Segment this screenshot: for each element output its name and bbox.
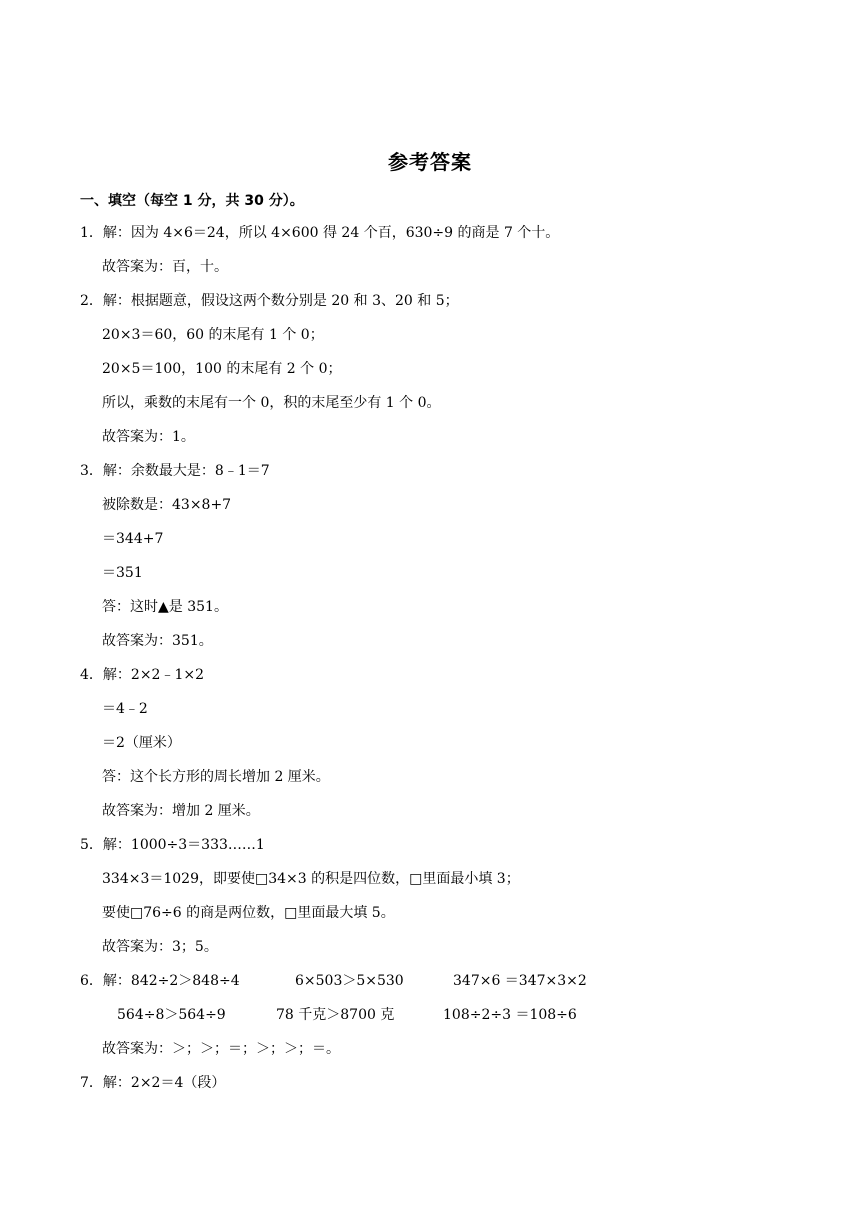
q6-answer: 故答案为：＞；＞；＝；＞；＞；＝。	[102, 1041, 340, 1057]
q2-step-2: 20×5＝100，100 的末尾有 2 个 0；	[102, 361, 342, 377]
q3-conclusion: 答：这时▲是 351。	[102, 599, 228, 615]
q6-comparison-2: 6×503＞5×530	[295, 973, 404, 989]
q5-answer: 故答案为：3；5。	[102, 939, 218, 955]
q4-conclusion: 答：这个长方形的周长增加 2 厘米。	[102, 769, 330, 785]
q3-solution: 3．解：余数最大是：8﹣1＝7	[80, 463, 270, 479]
q7-solution: 7．解：2×2＝4（段）	[80, 1075, 226, 1091]
q6-comparison-1: 6．解：842÷2＞848÷4	[80, 973, 240, 989]
q3-answer: 故答案为：351。	[102, 633, 213, 649]
q2-solution: 2．解：根据题意，假设这两个数分别是 20 和 3、20 和 5；	[80, 293, 459, 309]
section-heading: 一、填空（每空 1 分，共 30 分）。	[80, 193, 304, 209]
q6-comparison-5: 78 千克＞8700 克	[276, 1007, 395, 1023]
q6-comparison-6: 108÷2÷3 ＝108÷6	[443, 1007, 577, 1023]
q3-step-3: ＝351	[102, 565, 143, 581]
q5-step-2: 要使□76÷6 的商是两位数，□里面最大填 5。	[102, 905, 395, 921]
q2-conclusion: 所以，乘数的末尾有一个 0，积的末尾至少有 1 个 0。	[102, 395, 441, 411]
q1-solution: 1．解：因为 4×6＝24，所以 4×600 得 24 个百，630÷9 的商是 7 个十。	[80, 225, 560, 241]
q5-solution: 5．解：1000÷3＝333……1	[80, 837, 265, 853]
q3-step-2: ＝344+7	[102, 531, 164, 547]
q5-step-1: 334×3＝1029，即要使□34×3 的积是四位数，□里面最小填 3；	[102, 871, 520, 887]
q4-step-1: ＝4﹣2	[102, 701, 148, 717]
q4-solution: 4．解：2×2﹣1×2	[80, 667, 204, 683]
q3-step-1: 被除数是：43×8+7	[102, 497, 232, 513]
q6-comparison-3: 347×6 ＝347×3×2	[453, 973, 587, 989]
q1-answer: 故答案为：百，十。	[102, 259, 228, 275]
q2-answer: 故答案为：1。	[102, 429, 195, 445]
q6-comparison-4: 564÷8＞564÷9	[117, 1007, 226, 1023]
q4-answer: 故答案为：增加 2 厘米。	[102, 803, 260, 819]
q4-step-2: ＝2（厘米）	[102, 735, 181, 751]
page-title: 参考答案	[388, 150, 472, 174]
q2-step-1: 20×3＝60，60 的末尾有 1 个 0；	[102, 327, 324, 343]
